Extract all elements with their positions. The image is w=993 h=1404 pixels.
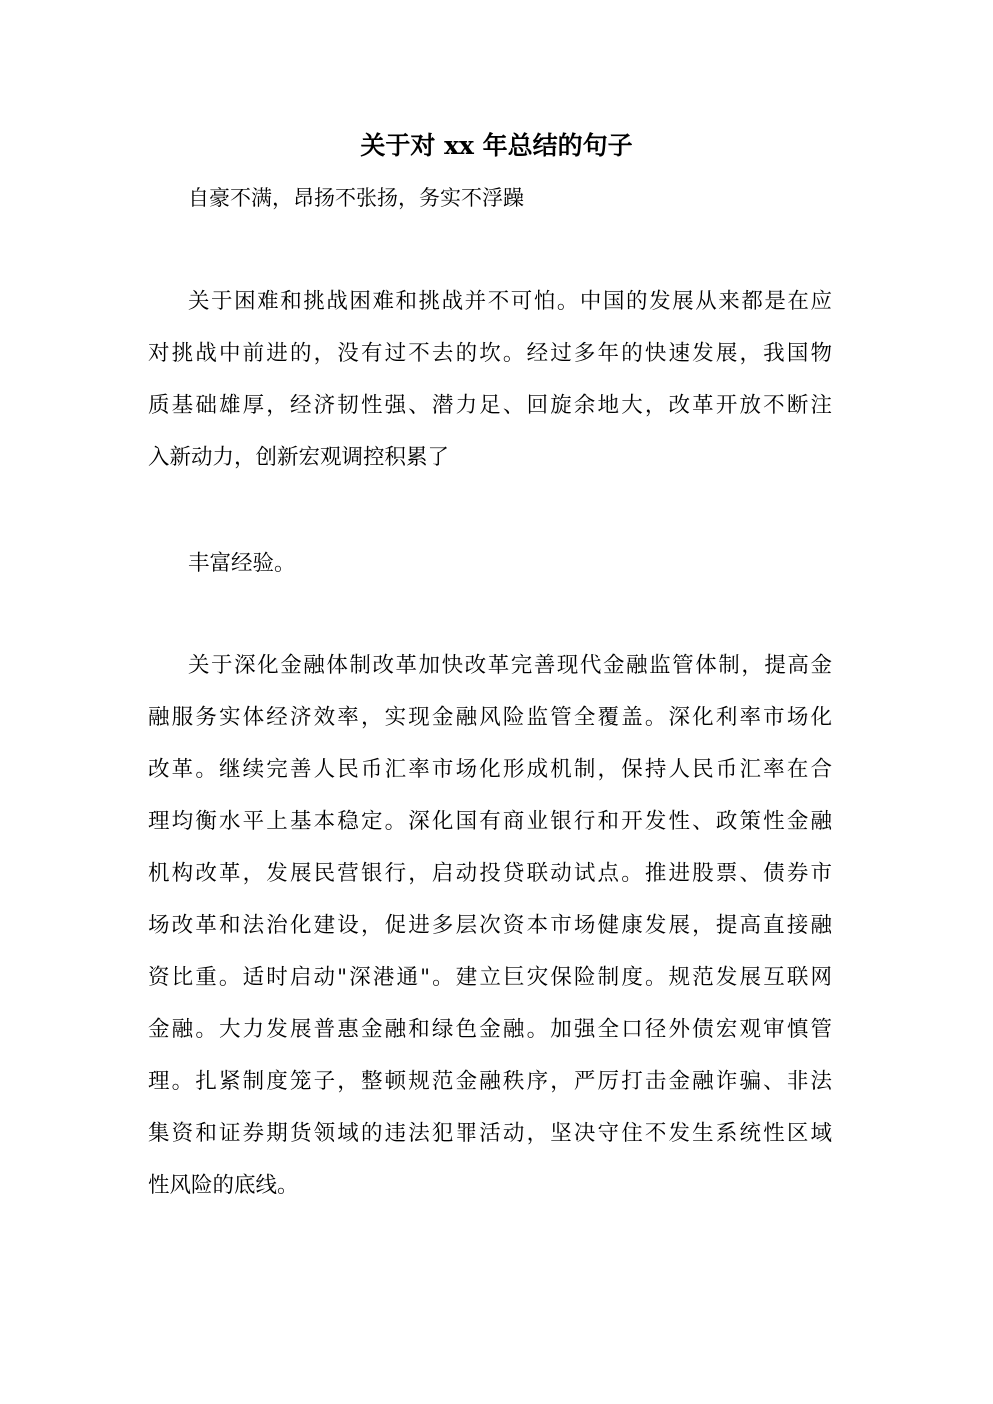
paragraph-line: 性风险的底线。: [148, 1173, 299, 1198]
paragraph-line: 理均衡水平上基本稳定。深化国有商业银行和开发性、政策性金融: [148, 809, 832, 834]
document-title: 关于对 xx 年总结的句子: [360, 131, 633, 160]
paragraph-financial-reform: [148, 640, 832, 1212]
paragraph-line: 集资和证券期货领域的违法犯罪活动，坚决守住不发生系统性区域: [148, 1121, 832, 1146]
paragraph-line: 资比重。适时启动"深港通"。建立巨灾保险制度。规范发展互联网: [148, 965, 832, 990]
paragraph-line: 机构改革，发展民营银行，启动投贷联动试点。推进股票、债券市: [148, 861, 832, 886]
paragraph-line: 场改革和法治化建设，促进多层次资本市场健康发展，提高直接融: [148, 913, 832, 938]
paragraph-line: 理。扎紧制度笼子，整顿规范金融秩序，严厉打击金融诈骗、非法: [148, 1069, 832, 1094]
paragraph-experience: [148, 538, 832, 590]
paragraph-difficulties: [148, 276, 832, 484]
paragraph-line: 质基础雄厚，经济韧性强、潜力足、回旋余地大，改革开放不断注: [148, 393, 832, 418]
paragraph-line: 融服务实体经济效率，实现金融风险监管全覆盖。深化利率市场化: [148, 705, 832, 730]
paragraph-line: 对挑战中前进的，没有过不去的坎。经过多年的快速发展，我国物: [148, 341, 832, 366]
paragraph-line: 改革。继续完善人民币汇率市场化形成机制，保持人民币汇率在合: [148, 757, 832, 782]
paragraph-line: 金融。大力发展普惠金融和绿色金融。加强全口径外债宏观审慎管: [148, 1017, 832, 1042]
paragraph-line: 入新动力，创新宏观调控积累了: [148, 445, 450, 470]
paragraph-line: 关于深化金融体制改革加快改革完善现代金融监管体制，提高金: [188, 653, 832, 678]
paragraph-line: 丰富经验。: [188, 551, 296, 576]
paragraph-line: 关于困难和挑战困难和挑战并不可怕。中国的发展从来都是在应: [188, 289, 832, 314]
document-subtitle: 自豪不满，昂扬不张扬，务实不浮躁: [188, 186, 524, 210]
